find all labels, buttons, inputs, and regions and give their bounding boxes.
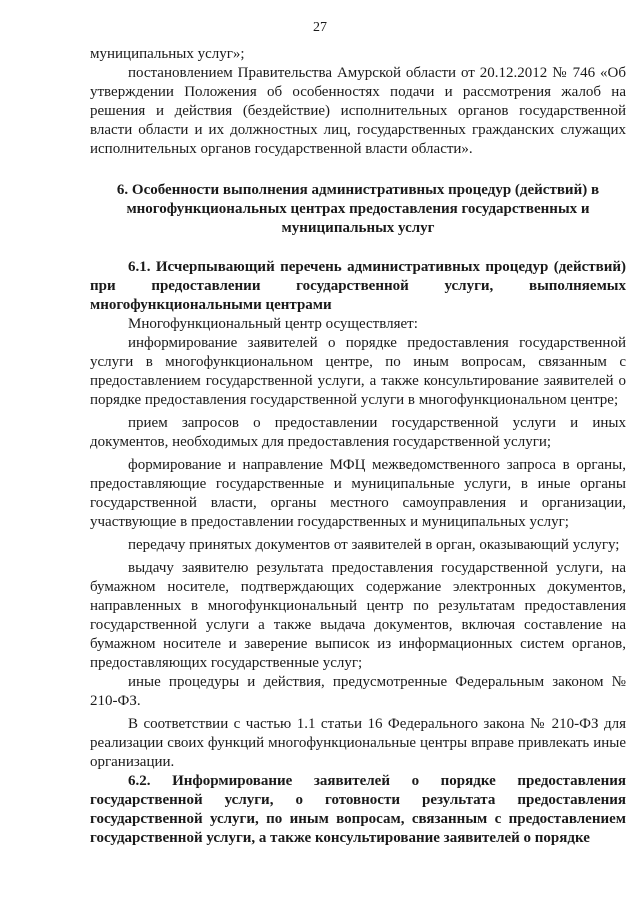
mfc-item-issuance: выдачу заявителю результата предоставления государственной услуги, на бумажном носителе, подтверждающих содержание электронных документов, направленных в многофункциональный центр по результатам предоставления государственной услуги а также выдача документов, включая составление на бумажном носителе и заверение выписок из информационных систем органов, предоставляющих государственные услуг; [90,560,626,671]
mfc-intro: Многофункциональный центр осуществляет: [128,316,418,332]
subsection-6-2-title: 6.2. Информирование заявителей о порядке предоставления государственной услуги, о готовности результата предоставления государственной услуги, по иным вопросам, связанным с предоставлением государственной услуги, а также консультирование заявителей о порядке [90,773,626,846]
mfc-item-other: иные процедуры и действия, предусмотренные Федеральным законом № 210-ФЗ. [90,674,626,709]
subsection-6-1-title: 6.1. Исчерпывающий перечень административных процедур (действий) при предоставлении государственной услуги, выполняемых многофункциональными центрами [90,259,626,313]
document-body [90,45,626,848]
mfc-item-intake: прием запросов о предоставлении государственной услуги и иных документов, необходимых для предоставления государственной услуги; [90,415,626,450]
page-number: 27 [313,20,327,35]
paragraph-continuation: муниципальных услуг»; [90,46,245,62]
mfc-item-informing: информирование заявителей о порядке предоставления государственной услуги в многофункциональном центре, по иным вопросам, связанным с предоставлением государственной услуги, а также консультирование заявителей о порядке предоставления государственной услуги в многофункциональном центре; [90,335,626,408]
mfc-item-interagency-request: формирование и направление МФЦ межведомственного запроса в органы, предоставляющие государственные и муниципальные услуги, в иные органы государственной власти, органы местного самоуправления и организации, участвующие в предоставлении государственных и муниципальных услуг; [90,457,626,530]
paragraph-resolution: постановлением Правительства Амурской области от 20.12.2012 № 746 «Об утверждении Положения об особенностях подачи и рассмотрения жалоб на решения и действия (бездействие) исполнительных органов государственной власти области и их должностных лиц, государственных гражданских служащих исполнительных органов государственной власти области». [90,65,626,157]
section-title: 6. Особенности выполнения административных процедур (действий) в многофункциональных центрах предоставления государственных и муниципальных услуг [116,182,600,236]
mfc-item-transfer: передачу принятых документов от заявителей в орган, оказывающий услугу; [128,537,620,553]
paragraph-law-reference: В соответствии с частью 1.1 статьи 16 Федерального закона № 210-ФЗ для реализации своих функций многофункциональные центры вправе привлекать иные организации. [90,716,626,770]
